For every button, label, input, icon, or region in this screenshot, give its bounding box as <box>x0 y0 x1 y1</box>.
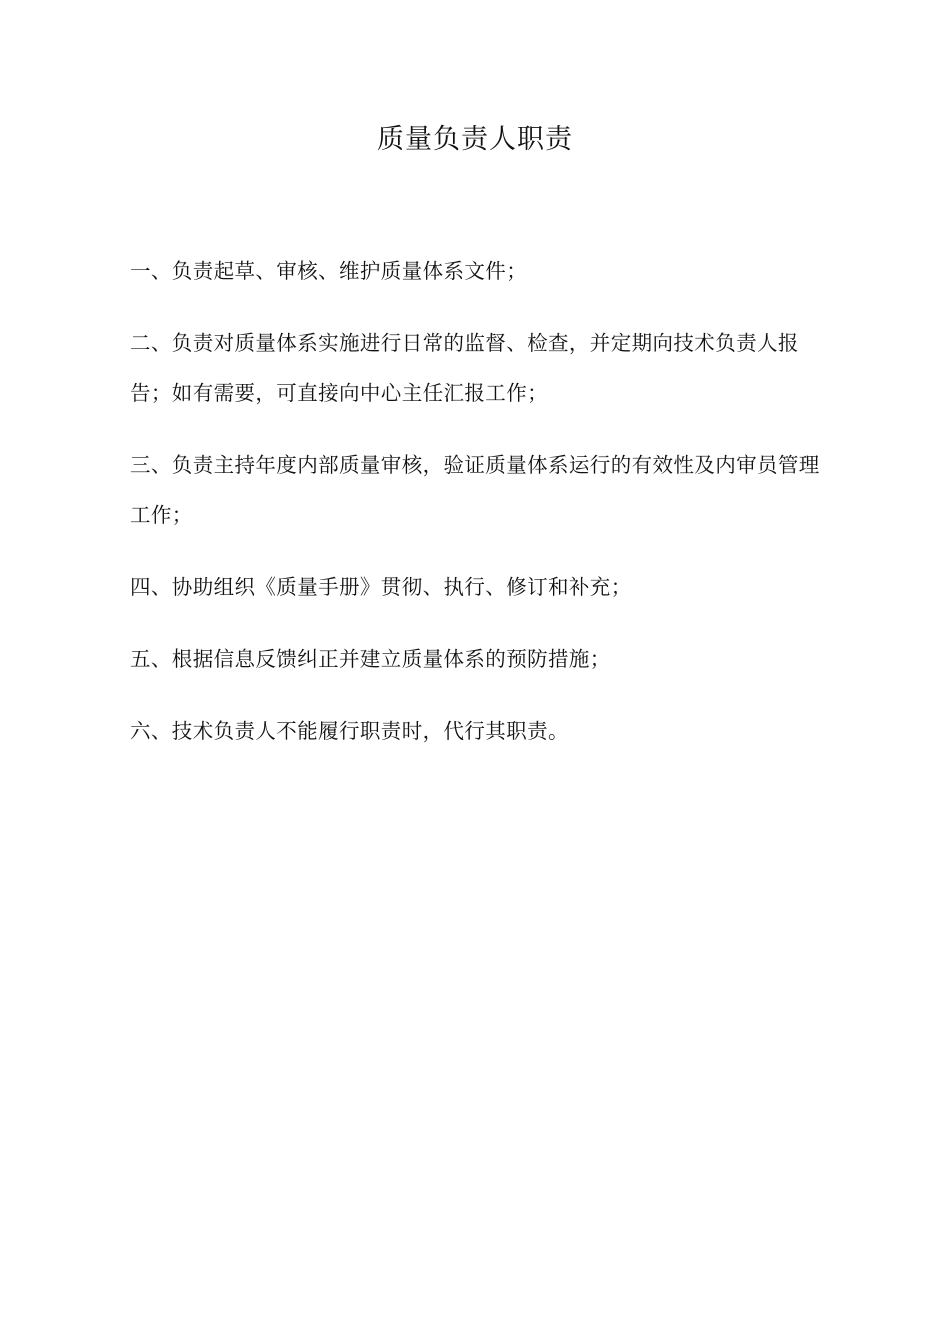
document-title: 质量负责人职责 <box>377 124 573 155</box>
responsibility-item-6: 六、技术负责人不能履行职责时，代行其职责。 <box>130 719 569 743</box>
responsibility-item-2: 二、负责对质量体系实施进行日常的监督、检查，并定期向技术负责人报告；如有需要，可直接向中心主任汇报工作； <box>130 331 799 405</box>
responsibility-item-5: 五、根据信息反馈纠正并建立质量体系的预防措施； <box>130 647 611 671</box>
responsibility-item-3: 三、负责主持年度内部质量审核，验证质量体系运行的有效性及内审员管理工作； <box>130 453 820 527</box>
responsibility-list <box>130 246 825 778</box>
responsibility-item-4: 四、协助组织《质量手册》贯彻、执行、修订和补充； <box>130 575 632 599</box>
responsibility-item-1: 一、负责起草、审核、维护质量体系文件； <box>130 259 528 283</box>
